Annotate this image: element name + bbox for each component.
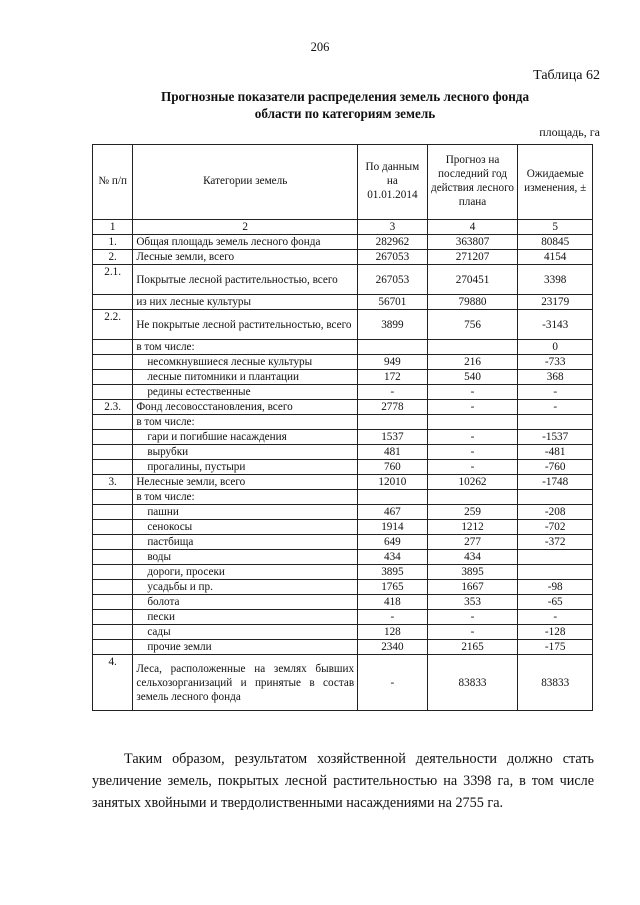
table-row [93, 475, 593, 490]
row-value-forecast: 10262 [427, 475, 518, 490]
row-value-change: 80845 [518, 235, 593, 250]
row-value-2014: 3899 [358, 310, 428, 340]
row-number [93, 490, 133, 505]
table-row [93, 460, 593, 475]
row-category: в том числе: [133, 415, 358, 430]
table-row [93, 595, 593, 610]
table-row [93, 625, 593, 640]
row-number [93, 580, 133, 595]
row-number [93, 625, 133, 640]
row-value-change: -481 [518, 445, 593, 460]
row-number: 1. [93, 235, 133, 250]
row-category: из них лесные культуры [133, 295, 358, 310]
table-row [93, 445, 593, 460]
land-categories-table [92, 144, 593, 711]
row-value-forecast: - [427, 625, 518, 640]
row-value-forecast: 353 [427, 595, 518, 610]
table-label: Таблица 62 [533, 68, 600, 83]
row-number [93, 415, 133, 430]
column-number: 4 [427, 220, 518, 235]
row-number [93, 550, 133, 565]
row-value-change: -702 [518, 520, 593, 535]
header-category: Категории земель [133, 145, 358, 220]
row-category: пески [133, 610, 358, 625]
row-value-2014: 418 [358, 595, 428, 610]
row-value-change: -98 [518, 580, 593, 595]
row-value-change: 23179 [518, 295, 593, 310]
row-value-forecast [427, 490, 518, 505]
table-row [93, 355, 593, 370]
table-row [93, 490, 593, 505]
row-value-change [518, 415, 593, 430]
row-value-2014: 128 [358, 625, 428, 640]
table-row [93, 370, 593, 385]
table-row [93, 430, 593, 445]
header-change: Ожидаемые изменения, ± [518, 145, 593, 220]
row-number [93, 565, 133, 580]
header-number: № п/п [93, 145, 133, 220]
row-category: пашни [133, 505, 358, 520]
row-value-2014 [358, 490, 428, 505]
row-value-forecast: - [427, 400, 518, 415]
row-value-forecast: - [427, 430, 518, 445]
row-category: в том числе: [133, 490, 358, 505]
row-value-forecast: 277 [427, 535, 518, 550]
row-number [93, 595, 133, 610]
row-value-change: 368 [518, 370, 593, 385]
row-value-forecast: 1667 [427, 580, 518, 595]
row-value-change: -128 [518, 625, 593, 640]
table-row [93, 580, 593, 595]
row-value-change [518, 550, 593, 565]
header-forecast: Прогноз на последний год действия лесного плана [427, 145, 518, 220]
row-category: воды [133, 550, 358, 565]
table-row [93, 310, 593, 340]
table-title-line2: области по категориям земель [254, 106, 436, 121]
row-value-2014: - [358, 610, 428, 625]
row-value-2014: 1765 [358, 580, 428, 595]
summary-paragraph: Таким образом, результатом хозяйственной деятельности должно стать увеличение земель, покрытых лесной растительностью на 3398 га, в том числе занятых хвойными и твердолиственными насаждениями на 2755 га. [92, 751, 594, 811]
row-value-2014: 12010 [358, 475, 428, 490]
table-title-line1: Прогнозные показатели распределения земель лесного фонда [160, 89, 530, 104]
row-number [93, 520, 133, 535]
row-value-forecast: - [427, 610, 518, 625]
table-row [93, 265, 593, 295]
table-row [93, 640, 593, 655]
row-value-change: -733 [518, 355, 593, 370]
row-category: несомкнувшиеся лесные культуры [133, 355, 358, 370]
row-value-2014: 3895 [358, 565, 428, 580]
row-number [93, 355, 133, 370]
row-value-forecast [427, 340, 518, 355]
row-value-forecast: 259 [427, 505, 518, 520]
table-body [93, 235, 593, 711]
row-category: Не покрытые лесной растительностью, всего [133, 310, 358, 340]
row-value-2014: 434 [358, 550, 428, 565]
column-number: 5 [518, 220, 593, 235]
column-numbers-row [93, 220, 593, 235]
row-value-change: -175 [518, 640, 593, 655]
row-value-forecast: 83833 [427, 655, 518, 711]
row-number [93, 430, 133, 445]
row-number [93, 640, 133, 655]
row-number [93, 445, 133, 460]
row-number: 3. [93, 475, 133, 490]
row-category: редины естественные [133, 385, 358, 400]
table-row [93, 385, 593, 400]
table-row [93, 520, 593, 535]
header-data-2014: По данным на 01.01.2014 [358, 145, 428, 220]
row-value-change: - [518, 385, 593, 400]
page-number: 206 [310, 40, 330, 54]
unit-label: площадь, га [539, 125, 600, 139]
row-category: гари и погибшие насаждения [133, 430, 358, 445]
row-number: 2.3. [93, 400, 133, 415]
row-category: прогалины, пустыри [133, 460, 358, 475]
table-row [93, 340, 593, 355]
row-number [93, 295, 133, 310]
row-value-change [518, 490, 593, 505]
table-row [93, 235, 593, 250]
table-row [93, 400, 593, 415]
row-number [93, 535, 133, 550]
row-number: 2.2. [93, 310, 133, 340]
row-category: вырубки [133, 445, 358, 460]
row-number [93, 385, 133, 400]
row-value-2014: - [358, 385, 428, 400]
row-category: в том числе: [133, 340, 358, 355]
row-value-2014: 267053 [358, 265, 428, 295]
table-row [93, 535, 593, 550]
row-value-2014: 481 [358, 445, 428, 460]
row-category: Нелесные земли, всего [133, 475, 358, 490]
row-number: 2.1. [93, 265, 133, 295]
column-number: 2 [133, 220, 358, 235]
table-row [93, 610, 593, 625]
row-value-forecast: 2165 [427, 640, 518, 655]
row-value-forecast: - [427, 445, 518, 460]
row-value-2014: 267053 [358, 250, 428, 265]
row-category: сенокосы [133, 520, 358, 535]
row-value-forecast: 1212 [427, 520, 518, 535]
row-category: усадьбы и пр. [133, 580, 358, 595]
row-category: пастбища [133, 535, 358, 550]
row-value-change: -65 [518, 595, 593, 610]
row-value-forecast: 540 [427, 370, 518, 385]
row-number: 2. [93, 250, 133, 265]
row-value-change: 0 [518, 340, 593, 355]
row-value-change: 4154 [518, 250, 593, 265]
row-category: Фонд лесовосстановления, всего [133, 400, 358, 415]
row-category: сады [133, 625, 358, 640]
row-value-2014: 1914 [358, 520, 428, 535]
table-row [93, 550, 593, 565]
column-number: 3 [358, 220, 428, 235]
row-value-2014: 649 [358, 535, 428, 550]
row-category: лесные питомники и плантации [133, 370, 358, 385]
row-value-forecast: 3895 [427, 565, 518, 580]
row-value-2014 [358, 415, 428, 430]
row-value-forecast: 79880 [427, 295, 518, 310]
row-value-forecast: 434 [427, 550, 518, 565]
row-value-forecast: 756 [427, 310, 518, 340]
table-row [93, 415, 593, 430]
table-row [93, 250, 593, 265]
row-category: Лесные земли, всего [133, 250, 358, 265]
row-value-2014: - [358, 655, 428, 711]
row-category: дороги, просеки [133, 565, 358, 580]
row-value-forecast: 271207 [427, 250, 518, 265]
row-category: болота [133, 595, 358, 610]
row-category: Леса, расположенные на землях бывших сельхозорганизаций и принятые в состав земель лесного фонда [133, 655, 358, 711]
row-value-2014: 467 [358, 505, 428, 520]
table-row [93, 565, 593, 580]
row-number [93, 460, 133, 475]
row-value-2014: 1537 [358, 430, 428, 445]
row-value-2014: 172 [358, 370, 428, 385]
row-value-change: 3398 [518, 265, 593, 295]
column-number: 1 [93, 220, 133, 235]
row-value-2014: 56701 [358, 295, 428, 310]
table-title [95, 88, 595, 122]
row-category: Покрытые лесной растительностью, всего [133, 265, 358, 295]
row-value-forecast: - [427, 385, 518, 400]
row-value-change: 83833 [518, 655, 593, 711]
row-category: Общая площадь земель лесного фонда [133, 235, 358, 250]
row-value-change [518, 565, 593, 580]
row-value-forecast: 363807 [427, 235, 518, 250]
row-value-2014: 949 [358, 355, 428, 370]
row-number [93, 370, 133, 385]
row-value-change: -3143 [518, 310, 593, 340]
row-value-2014: 2340 [358, 640, 428, 655]
row-value-forecast: 216 [427, 355, 518, 370]
row-value-forecast: 270451 [427, 265, 518, 295]
row-value-2014: 282962 [358, 235, 428, 250]
row-number [93, 340, 133, 355]
row-value-2014: 2778 [358, 400, 428, 415]
row-value-forecast: - [427, 460, 518, 475]
table-row [93, 295, 593, 310]
table-row [93, 655, 593, 711]
row-value-change: - [518, 610, 593, 625]
row-value-change: -208 [518, 505, 593, 520]
row-value-change: -372 [518, 535, 593, 550]
row-category: прочие земли [133, 640, 358, 655]
row-value-change: - [518, 400, 593, 415]
row-value-change: -1537 [518, 430, 593, 445]
row-value-change: -760 [518, 460, 593, 475]
row-value-forecast [427, 415, 518, 430]
row-value-2014: 760 [358, 460, 428, 475]
row-value-change: -1748 [518, 475, 593, 490]
table-row [93, 505, 593, 520]
row-number [93, 505, 133, 520]
row-number: 4. [93, 655, 133, 711]
table-header-row [93, 145, 593, 220]
row-value-2014 [358, 340, 428, 355]
row-number [93, 610, 133, 625]
